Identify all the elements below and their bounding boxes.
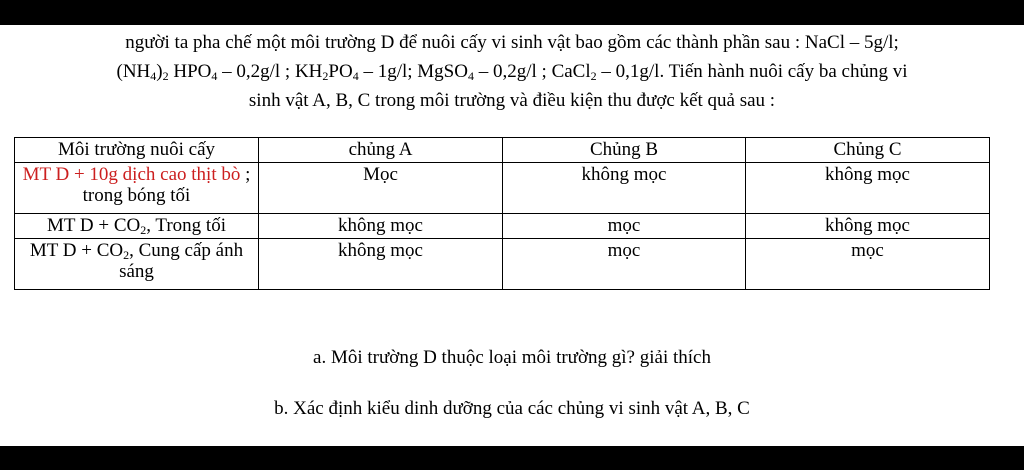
text-seg4: – 0,1g/l. Tiến hành nuôi cấy ba chủng vi [596, 61, 908, 82]
condition-text: MT D + CO [29, 240, 124, 261]
question-b: b. Xác định kiểu dinh dưỡng của các chủng vi sinh vật A, B, C [274, 398, 750, 419]
cell-strain-b: mọc [503, 214, 746, 239]
intro-line-2 [20, 57, 1004, 86]
text-paren-close: ) [156, 61, 163, 82]
cell-strain-a: không mọc [259, 239, 503, 290]
cell-strain-c: mọc [746, 239, 990, 290]
header-environment: Môi trường nuôi cấy [15, 138, 259, 163]
question-a: a. Môi trường D thuộc loại môi trường gì? giải thích [313, 347, 711, 368]
cell-strain-c: không mọc [746, 214, 990, 239]
cell-condition [15, 239, 259, 290]
sub-2: 2 [123, 248, 130, 262]
text-hpo: HPO [168, 61, 212, 82]
text-seg1: – 0,2g/l ; KH [217, 61, 323, 82]
condition-red-text: MT D + 10g dịch cao thịt bò [22, 164, 241, 185]
text-nh4-open: (NH [116, 61, 151, 82]
sub-4: 4 [352, 69, 359, 83]
table-row [15, 214, 990, 239]
cell-strain-c: không mọc [746, 163, 990, 214]
condition-text: MT D + CO [47, 215, 141, 236]
sub-4: 4 [150, 69, 157, 83]
condition-text: , Trong tối [146, 215, 226, 236]
results-table [14, 137, 990, 290]
sub-2: 2 [162, 69, 169, 83]
header-strain-a: chủng A [259, 138, 503, 163]
cell-strain-b: mọc [503, 239, 746, 290]
sub-2: 2 [140, 223, 147, 237]
bottom-black-bar [0, 446, 1024, 470]
cell-condition [15, 163, 259, 214]
header-strain-c: Chủng C [746, 138, 990, 163]
cell-strain-b: không mọc [503, 163, 746, 214]
condition-text: , Cung cấp ánh sáng [119, 240, 244, 282]
table-row [15, 239, 990, 290]
intro-line-1: người ta pha chế một môi trường D để nuôi cấy vi sinh vật bao gồm các thành phần sau : NaCl – 5g/l; [125, 32, 899, 53]
table-header-row [15, 138, 990, 163]
sub-2: 2 [322, 69, 329, 83]
cell-condition [15, 214, 259, 239]
condition-text: ; trong bóng tối [82, 164, 251, 206]
header-strain-b: Chủng B [503, 138, 746, 163]
text-po: PO [328, 61, 353, 82]
intro-line-3: sinh vật A, B, C trong môi trường và điều kiện thu được kết quả sau : [248, 90, 776, 111]
text-seg2: – 1g/l; MgSO [358, 61, 468, 82]
sub-4: 4 [467, 69, 474, 83]
sub-4: 4 [211, 69, 218, 83]
top-black-bar [0, 0, 1024, 25]
text-seg3: – 0,2g/l ; CaCl [473, 61, 591, 82]
table-row [15, 163, 990, 214]
cell-strain-a: Mọc [259, 163, 503, 214]
intro-paragraph [20, 28, 1004, 115]
sub-2: 2 [590, 69, 597, 83]
cell-strain-a: không mọc [259, 214, 503, 239]
